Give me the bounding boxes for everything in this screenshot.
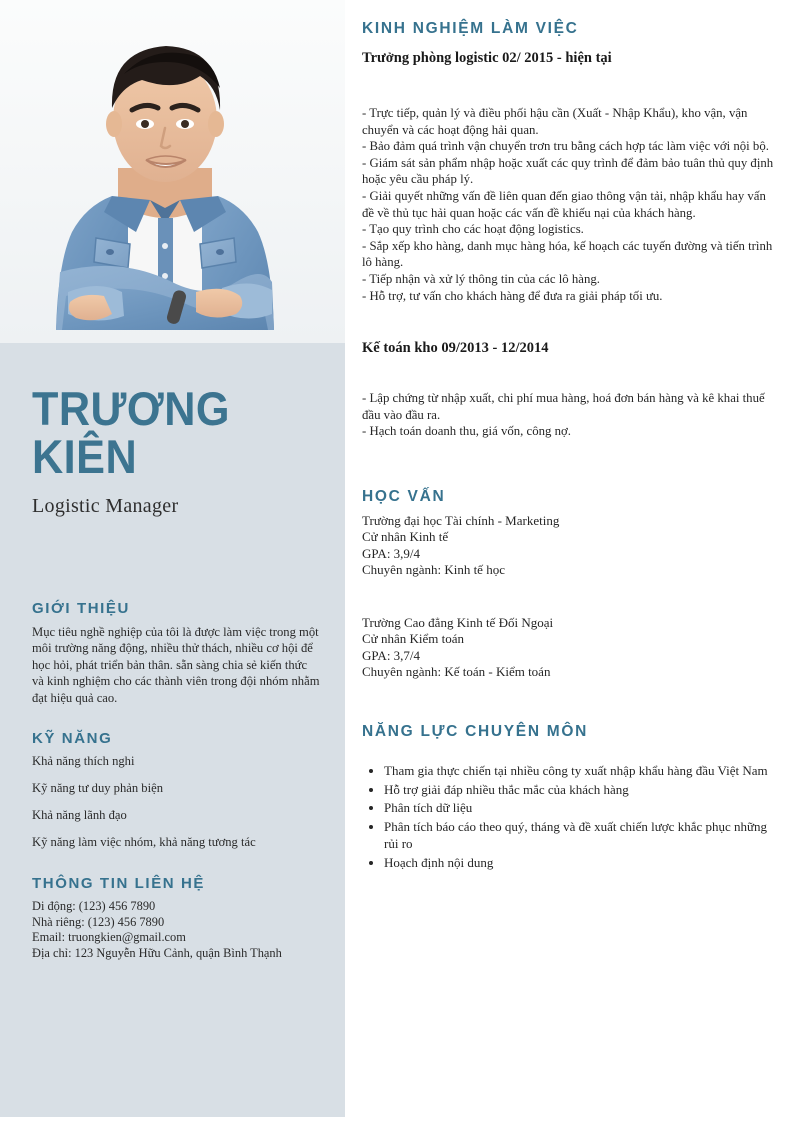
- list-item: • Hoạch định nội dung: [384, 854, 780, 872]
- section-competencies: [362, 723, 782, 741]
- edu-gpa: GPA: 3,7/4: [362, 647, 421, 663]
- contact-mobile: Di động: (123) 456 7890: [32, 899, 156, 913]
- competencies-list: [362, 762, 780, 871]
- experience-job-2-duties: [362, 390, 780, 440]
- list-item: • Tham gia thực chiến tại nhiều công ty xuất nhập khẩu hàng đầu Việt Nam: [384, 762, 780, 780]
- skill-item: Kỹ năng làm việc nhóm, khả năng tương tác: [32, 835, 256, 849]
- contact-home: Nhà riêng: (123) 456 7890: [32, 914, 165, 929]
- duty-line: - Trực tiếp, quản lý và điều phối hậu cần (Xuất - Nhập Khẩu), kho vận, vận chuyển và các hoạt động hải quan.: [362, 106, 748, 137]
- name-line-2: KIÊN: [32, 430, 138, 483]
- duty-line: - Tiếp nhận và xử lý thông tin của các lô hàng.: [362, 271, 600, 286]
- duty-line: - Giám sát sản phẩm nhập hoặc xuất các quy trình để đảm bảo tuân thủ quy định hoặc yêu cầu pháp lý.: [362, 155, 774, 187]
- duty-line: - Lập chứng từ nhập xuất, chi phí mua hàng, hoá đơn bán hàng và kê khai thuế đầu vào đầu ra.: [362, 391, 765, 422]
- section-skills: [32, 730, 322, 862]
- skill-item: Khả năng lãnh đạo: [32, 808, 127, 822]
- skill-item: Khả năng thích nghi: [32, 754, 135, 768]
- experience-job-1: [362, 50, 782, 67]
- education-heading: HỌC VẤN: [362, 488, 446, 505]
- edu-degree: Cử nhân Kinh tế: [362, 529, 449, 545]
- competencies-list-wrap: [362, 762, 780, 872]
- duty-line: - Bảo đảm quá trình vận chuyển trơn tru bằng cách hợp tác làm việc với nội bộ.: [362, 139, 769, 154]
- duty-line: - Tạo quy trình cho các hoạt động logistics.: [362, 222, 584, 237]
- contact-email[interactable]: Email: truongkien@gmail.com: [32, 930, 186, 945]
- edu-school: Trường đại học Tài chính - Marketing: [362, 513, 560, 528]
- section-experience: [362, 20, 782, 38]
- experience-heading: KINH NGHIỆM LÀM VIỆC: [362, 20, 579, 37]
- section-education: [362, 488, 782, 506]
- competencies-heading: NĂNG LỰC CHUYÊN MÔN: [362, 723, 588, 740]
- education-entry-2: [362, 615, 782, 681]
- intro-heading: GIỚI THIỆU: [32, 600, 130, 617]
- skills-heading: KỸ NĂNG: [32, 730, 113, 747]
- name-block: [32, 382, 332, 518]
- portrait-illustration: [0, 0, 345, 343]
- experience-job-2: [362, 340, 782, 357]
- list-item: • Hỗ trợ giải đáp nhiều thắc mắc của khách hàng: [384, 781, 780, 799]
- skill-item: Kỹ năng tư duy phản biện: [32, 781, 163, 795]
- edu-school: Trường Cao đẳng Kinh tế Đối Ngoại: [362, 615, 554, 630]
- list-item: • Phân tích báo cáo theo quý, tháng và đề xuất chiến lược khắc phục những rủi ro: [384, 818, 780, 853]
- edu-gpa: GPA: 3,9/4: [362, 545, 421, 561]
- edu-degree: Cử nhân Kiểm toán: [362, 631, 465, 647]
- job-title-1: Trưởng phòng logistic 02/ 2015 - hiện tại: [362, 50, 612, 66]
- contact-address: Địa chỉ: 123 Nguyễn Hữu Cảnh, quận Bình Thạnh: [32, 945, 282, 960]
- section-contact: [32, 875, 322, 961]
- duty-line: - Giải quyết những vấn đề liên quan đến giao thông vận tải, nhập khẩu hay vấn đề về thủ tục hải quan hoặc các vấn đề khiếu nại của khách hàng.: [362, 188, 766, 220]
- education-entry-1: [362, 513, 782, 579]
- section-intro: [32, 600, 322, 706]
- duty-line: - Hạch toán doanh thu, giá vốn, công nợ.: [362, 424, 571, 439]
- duty-line: - Hỗ trợ, tư vấn cho khách hàng để đưa ra giải pháp tối ưu.: [362, 288, 663, 303]
- duty-line: - Sắp xếp kho hàng, danh mục hàng hóa, kế hoạch các tuyến đường và tiến trình lô hàng.: [362, 238, 773, 270]
- profile-photo: [0, 0, 345, 343]
- experience-job-1-duties: [362, 105, 780, 304]
- edu-major: Chuyên ngành: Kinh tế học: [362, 562, 505, 578]
- name-line-1: TRƯƠNG: [32, 382, 231, 435]
- job-title-2: Kế toán kho 09/2013 - 12/2014: [362, 340, 549, 356]
- job-title: Logistic Manager: [32, 495, 179, 517]
- intro-text: Mục tiêu nghề nghiệp của tôi là được làm việc trong một môi trường năng động, nhiều thử thách, nhiều cơ hội để học hỏi, phát triển bản thân. sẵn sàng chia sẻ kiến thức và kinh nghiệm cho các thành viên trong đội nhóm nhằm đạt hiệu quả cao.: [32, 625, 320, 705]
- contact-heading: THÔNG TIN LIÊN HỆ: [32, 875, 206, 892]
- edu-major: Chuyên ngành: Kế toán - Kiểm toán: [362, 664, 551, 680]
- list-item: • Phân tích dữ liệu: [384, 799, 780, 817]
